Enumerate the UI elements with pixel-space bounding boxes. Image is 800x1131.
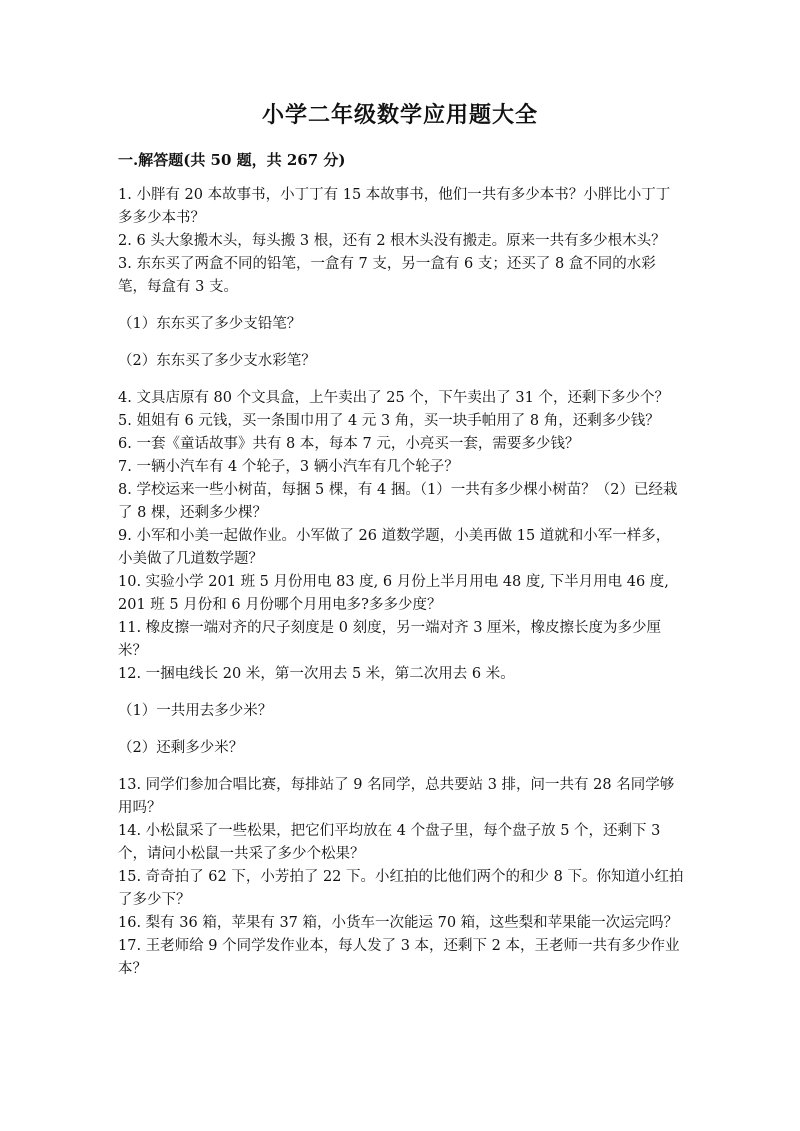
question-14: 14. 小松鼠采了一些松果，把它们平均放在 4 个盘子里，每个盘子放 5 个，还剩下 3 个，请问小松鼠一共采了多少个松果？	[118, 823, 661, 862]
question-10: 10. 实验小学 201 班 5 月份用电 83 度, 6 月份上半月用电 48 度, 下半月用电 46 度, 201 班 5 月份和 6 月份哪个月用电多?多多少度？	[118, 574, 669, 613]
spacer	[118, 686, 684, 700]
question-12: 12. 一捆电线长 20 米，第一次用去 5 米，第二次用去 6 米。	[118, 666, 515, 682]
question-7: 7. 一辆小汽车有 4 个轮子，3 辆小汽车有几个轮子？	[118, 459, 459, 475]
question-13: 13. 同学们参加合唱比赛，每排站了 9 名同学，总共要站 3 排，问一共有 28 名同学够用吗？	[118, 777, 675, 816]
question-8: 8. 学校运来一些小树苗，每捆 5 棵，有 4 捆。（1）一共有多少棵小树苗？（2）已经栽了 8 棵，还剩多少棵？	[118, 482, 678, 521]
question-3-part-2: （2）东东买了多少支水彩笔？	[118, 353, 316, 369]
spacer	[118, 723, 684, 737]
question-11: 11. 橡皮擦一端对齐的尺子刻度是 0 刻度，另一端对齐 3 厘米，橡皮擦长度为多少厘米？	[118, 620, 662, 659]
question-15: 15. 奇奇拍了 62 下，小芳拍了 22 下。小红拍的比他们两个的和少 8 下。你知道小红拍了多少下？	[118, 869, 684, 908]
question-3-part-1: （1）东东买了多少支铅笔？	[118, 316, 302, 332]
question-3: 3. 东东买了两盒不同的铅笔，一盒有 7 支，另一盒有 6 支；还买了 8 盒不同的水彩笔，每盒有 3 支。	[118, 256, 656, 295]
question-12-part-1: （1）一共用去多少米？	[118, 703, 273, 719]
question-17: 17. 王老师给 9 个同学发作业本，每人发了 3 本，还剩下 2 本，王老师一共有多少作业本？	[118, 938, 680, 977]
question-12-part-2: （2）还剩多少米？	[118, 740, 244, 756]
question-16: 16. 梨有 36 箱，苹果有 37 箱，小货车一次能运 70 箱，这些梨和苹果能一次运完吗？	[118, 915, 679, 931]
spacer	[118, 373, 684, 387]
question-1: 1. 小胖有 20 本故事书，小丁丁有 15 本故事书，他们一共有多少本书？小胖比小丁丁多多少本书？	[118, 187, 671, 226]
question-9: 9. 小军和小美一起做作业。小军做了 26 道数学题，小美再做 15 道就和小军一样多，小美做了几道数学题？	[118, 528, 671, 567]
question-6: 6. 一套《童话故事》共有 8 本，每本 7 元，小亮买一套，需要多少钱？	[118, 436, 580, 452]
spacer	[118, 336, 684, 350]
section-heading: 一.解答题(共 50 题，共 267 分)	[118, 151, 346, 169]
spacer	[118, 760, 684, 774]
question-2: 2. 6 头大象搬木头，每头搬 3 根，还有 2 根木头没有搬走。原来一共有多少根木头？	[118, 233, 666, 249]
question-5: 5. 姐姐有 6 元钱，买一条围巾用了 4 元 3 角，买一块手帕用了 8 角，还剩多少钱？	[118, 413, 660, 429]
page-title: 小学二年级数学应用题大全	[261, 102, 538, 128]
question-4: 4. 文具店原有 80 个文具盒，上午卖出了 25 个，下午卖出了 31 个，还剩下多少个？	[118, 390, 669, 406]
spacer	[118, 299, 684, 313]
question-list	[118, 184, 684, 981]
